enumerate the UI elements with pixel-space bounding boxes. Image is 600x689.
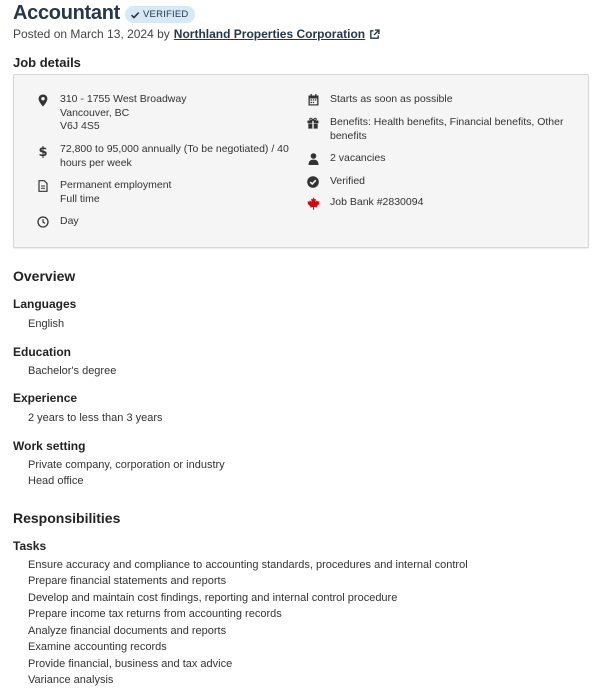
gift-icon bbox=[307, 117, 319, 129]
start-value: Starts as soon as possible bbox=[330, 93, 453, 105]
detail-employment bbox=[35, 179, 171, 206]
address-line2: Vancouver, BC bbox=[60, 106, 130, 119]
languages-label: Languages bbox=[13, 297, 77, 311]
detail-salary bbox=[35, 143, 289, 170]
task-item: Ensure accuracy and compliance to accounting standards, procedures and internal control bbox=[28, 559, 468, 571]
employer-link[interactable]: Northland Properties Corporation bbox=[173, 27, 366, 41]
dollar-icon bbox=[38, 144, 48, 158]
detail-benefits bbox=[305, 116, 563, 143]
task-item: Provide financial, business and tax advice bbox=[28, 658, 233, 670]
person-icon bbox=[308, 153, 319, 165]
check-circle-icon bbox=[307, 176, 319, 188]
detail-shift bbox=[35, 215, 79, 229]
tasks-label: Tasks bbox=[13, 539, 47, 553]
address-line3: V6J 4S5 bbox=[60, 120, 100, 132]
job-details-panel bbox=[13, 74, 589, 248]
verified-badge bbox=[125, 6, 195, 23]
responsibilities-heading: Responsibilities bbox=[13, 510, 121, 526]
employment-line2: Full time bbox=[60, 192, 100, 205]
task-item: Examine accounting records bbox=[28, 641, 167, 653]
benefits-line1: Benefits: Health benefits, Financial benefits, Other bbox=[330, 116, 564, 128]
verified-value: Verified bbox=[330, 175, 366, 187]
employment-line1: Permanent employment bbox=[60, 179, 172, 191]
address-line1: 310 - 1755 West Broadway bbox=[60, 93, 187, 105]
map-marker-icon bbox=[38, 94, 48, 107]
svg-text:$: $ bbox=[38, 145, 48, 158]
detail-start bbox=[305, 93, 453, 107]
external-link-icon[interactable] bbox=[369, 29, 380, 40]
shift-value: Day bbox=[60, 215, 79, 227]
detail-verified bbox=[305, 175, 365, 189]
task-item: Develop and maintain cost findings, reporting and internal control procedure bbox=[28, 592, 398, 604]
languages-value: English bbox=[28, 318, 65, 330]
checkmark-icon bbox=[130, 10, 140, 20]
work-setting-label: Work setting bbox=[13, 439, 86, 453]
task-item: Prepare financial statements and reports bbox=[28, 575, 227, 587]
job-bank-number: Job Bank #2830094 bbox=[330, 196, 424, 208]
benefits-line2: benefits bbox=[330, 129, 367, 142]
task-item: Analyze financial documents and reports bbox=[28, 625, 227, 637]
clock-icon bbox=[37, 216, 49, 228]
job-details-heading: Job details bbox=[13, 55, 81, 70]
calendar-icon bbox=[308, 94, 319, 106]
vacancies-value: 2 vacancies bbox=[330, 152, 386, 164]
task-item: Variance analysis bbox=[28, 674, 114, 686]
detail-address bbox=[35, 93, 186, 134]
experience-value: 2 years to less than 3 years bbox=[28, 412, 163, 424]
document-icon bbox=[38, 180, 48, 192]
education-value: Bachelor's degree bbox=[28, 365, 117, 377]
detail-vacancies bbox=[305, 152, 385, 166]
verified-badge-label: VERIFIED bbox=[143, 9, 189, 20]
posted-line bbox=[13, 27, 380, 41]
experience-label: Experience bbox=[13, 391, 78, 405]
title-row bbox=[13, 2, 195, 25]
overview-heading: Overview bbox=[13, 268, 76, 284]
work-setting-value: Head office bbox=[28, 475, 84, 487]
task-item: Prepare income tax returns from accounting records bbox=[28, 608, 282, 620]
education-label: Education bbox=[13, 345, 72, 359]
work-setting-value: Private company, corporation or industry bbox=[28, 459, 225, 471]
detail-job-bank bbox=[305, 196, 423, 210]
salary-line2: hours per week bbox=[60, 156, 132, 169]
maple-leaf-icon bbox=[307, 197, 320, 210]
page-title: Accountant bbox=[13, 2, 121, 24]
posted-date-text: Posted on March 13, 2024 by bbox=[13, 27, 170, 41]
salary-line1: 72,800 to 95,000 annually (To be negotiated) / 40 bbox=[60, 143, 289, 155]
